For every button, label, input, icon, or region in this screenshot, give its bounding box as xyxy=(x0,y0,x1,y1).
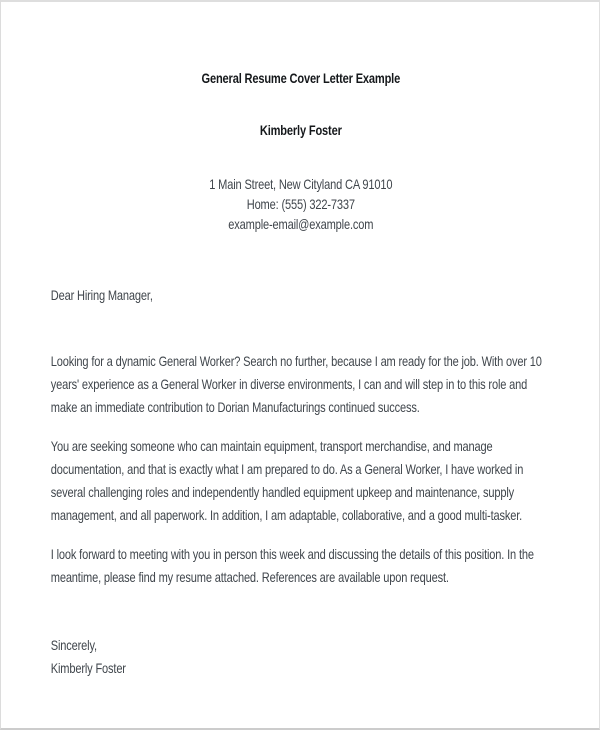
contact-email: example-email@example.com xyxy=(228,216,374,232)
closing-block xyxy=(51,634,556,680)
closing-word: Sincerely, xyxy=(50,637,97,653)
letter-body xyxy=(1,284,600,680)
body-paragraph: Looking for a dynamic General Worker? Search no further, because I am ready for the job. With over 10 years' experience as a General Worker in diverse environments, I can and will step in to this role and make an immediate contribution to Dorian Manufacturings continued success. xyxy=(50,353,542,415)
signature-name: Kimberly Foster xyxy=(50,660,126,676)
document-title: General Resume Cover Letter Example xyxy=(201,70,401,86)
letter-content xyxy=(1,2,600,680)
contact-address: 1 Main Street, New Cityland CA 91010 xyxy=(209,176,393,192)
contact-phone: Home: (555) 322-7337 xyxy=(246,196,355,212)
letter-header xyxy=(1,2,600,234)
contact-block xyxy=(1,174,600,234)
salutation: Dear Hiring Manager, xyxy=(50,287,153,303)
author-name: Kimberly Foster xyxy=(259,122,342,138)
body-paragraph: You are seeking someone who can maintain equipment, transport merchandise, and manage documentation, and that is exactly what I am prepared to do. As a General Worker, I have worked in several challenging roles and independently handled equipment upkeep and maintenance, supply management, and all paperwork. In addition, I am adaptable, collaborative, and a good multi-tasker. xyxy=(50,438,524,523)
body-paragraph: I look forward to meeting with you in person this week and discussing the details of this position. In the meantime, please find my resume attached. References are available upon request. xyxy=(50,546,534,585)
